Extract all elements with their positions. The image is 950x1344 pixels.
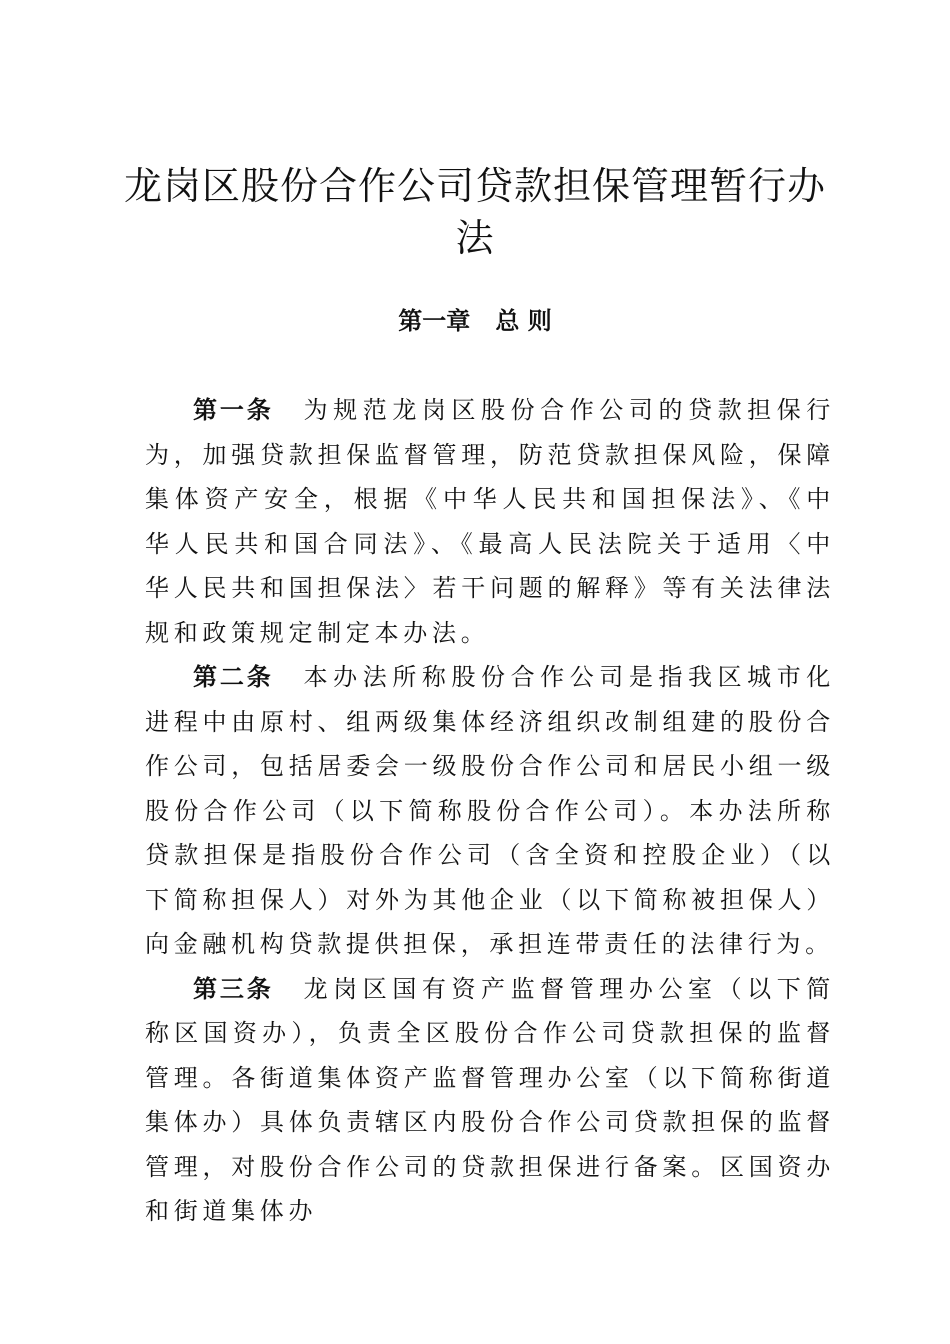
chapter-heading: 第一章 总 则 [398,307,552,335]
article-2 [145,655,835,967]
article-3-text: 龙岗区国有资产监督管理办公室（以下简称区国资办），负责全区股份合作公司贷款担保的监督管理。各街道集体资产监督管理办公室（以下简称街道集体办）具体负责辖区内股份合作公司贷款担保的监督管理，对股份合作公司的贷款担保进行备案。区国资办和街道集体办 [145,974,835,1225]
article-3 [145,967,835,1234]
article-3-label: 第三条 [193,974,274,1003]
article-1 [145,388,835,655]
article-1-text: 为规范龙岗区股份合作公司的贷款担保行为，加强贷款担保监督管理，防范贷款担保风险，保障集体资产安全，根据《中华人民共和国担保法》、《中华人民共和国合同法》、《最高人民法院关于适用〈中华人民共和国担保法〉若干问题的解释》等有关法律法规和政策规定制定本办法。 [145,396,835,647]
document-body [145,388,835,1234]
article-2-label: 第二条 [193,663,274,691]
article-1-label: 第一条 [193,396,274,424]
document-title: 龙岗区股份合作公司贷款担保管理暂行办法 [123,164,826,260]
article-2-text: 本办法所称股份合作公司是指我区城市化进程中由原村、组两级集体经济组织改制组建的股份合作公司，包括居委会一级股份合作公司和居民小组一级股份合作公司（以下简称股份合作公司）。本办法所称贷款担保是指股份合作公司（含全资和控股企业）（以下简称担保人）对外为其他企业（以下简称被担保人）向金融机构贷款提供担保，承担连带责任的法律行为。 [145,663,835,958]
